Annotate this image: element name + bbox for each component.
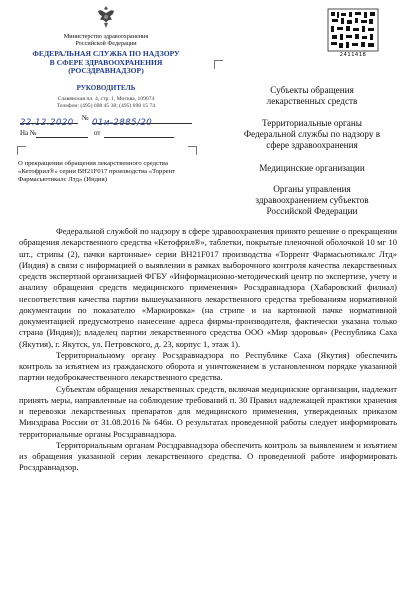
outgoing-number: 01и-2885/20 [92,118,153,128]
reference-label: На № [20,129,37,137]
recipient-corner-left [214,60,223,69]
body-paragraph-1: Федеральной службой по надзору в сфере здравоохранения принято решение о прекращении обращения лекарственного средства «Кетофрил®», таблетки, покрытые пленочной оболочкой 10 мг 10 шт., стрипы (2), пачки картонные» серии BH21F017 производства «Торрент Фармасьютикалс Лтд» (Индия) в связи с информацией о выявлении в рамках выборочного контроля качества лекарственных средств экспертной организацией ФГБУ «Информационно-методический центр по экспертизе, учету и анализу обращения средств медицинского применения» Росздравнадзора (Хабаровский филиал) несоответствия качества партии вышеуказанного лекарственного средства требованиям нормативной документации по показателю «Маркировка» (на стрипе и на картонной пачке нормативной документацией предусмотрено нанесение адреса фирмы-производителя, фактически указана только страна (Индия)); владелец партии лекарственного средства ООО «Мир здоровья» (Республика Саха (Якутия), г. Якутск, ул. Петровского, д. 23, корпус 1, этаж 1). [19,226,397,349]
body-paragraph-3: Субъектам обращения лекарственных средств, включая медицинские организации, надлежит принять меры, направленные на соблюдение требований п. 30 Правил надлежащей практики хранения и перевозки лекарственных препаратов для медицинского применения, утвержденных приказом Минздрава России от 31.08.2016 № 646н. О результатах проведенной работы следует информировать территориальные органы Росздравнадзора. [19,383,397,439]
recipient-3: Медицинские организации [259,163,365,173]
outgoing-date: 22.12.2020 [20,118,74,128]
position-title: РУКОВОДИТЕЛЬ [76,84,136,92]
barcode-number: 2411418 [339,52,367,58]
recipient-4: Органы управления здравоохранением субъектов Российской Федерации [255,184,369,217]
letter-subject: О прекращении обращения лекарственного средства «Кетофрил®» серии BH21F017 производства «Торрент Фармасьютикалс Лтд» (Индия) [18,160,176,184]
reference-line [20,128,195,140]
letter-body [19,226,397,474]
outgoing-date-number [20,112,200,128]
state-emblem-icon [95,4,117,30]
recipient-2: Территориальные органы Федеральной службы по надзору в сфере здравоохранения [243,118,381,151]
ministry-name: Министерство здравоохранения Российской Федерации [63,33,149,48]
body-paragraph-4: Территориальным органам Росздравнадзора обеспечить контроль за выявлением и изъятием из обращения указанной серии лекарственного средства. О проведенной работе информировать Росздравнадзор. [19,439,397,473]
number-prefix: № [82,114,89,122]
recipient-1: Субъекты обращения лекарственных средств [266,85,358,107]
reference-from: от [94,129,101,137]
service-name: ФЕДЕРАЛЬНАЯ СЛУЖБА ПО НАДЗОРУ В СФЕРЕ ЗДРАВООХРАНЕНИЯ (РОСЗДРАВНАДЗОР) [32,49,180,76]
subject-corner-left [17,146,26,155]
body-paragraph-2: Территориальному органу Росздравнадзора по Республике Саха (Якутия) обеспечить контроль за изъятием из гражданского оборота и уничтожением в установленном порядке указанной партии недоброкачественного лекарственного средства. [19,349,397,383]
barcode-icon [327,8,379,52]
subject-corner-right [188,146,197,155]
service-address: Славянская пл. 4, стр. 1, Москва, 109074 Телефон: (495) 698 45 38; (495) 698 15 74 [56,96,156,109]
